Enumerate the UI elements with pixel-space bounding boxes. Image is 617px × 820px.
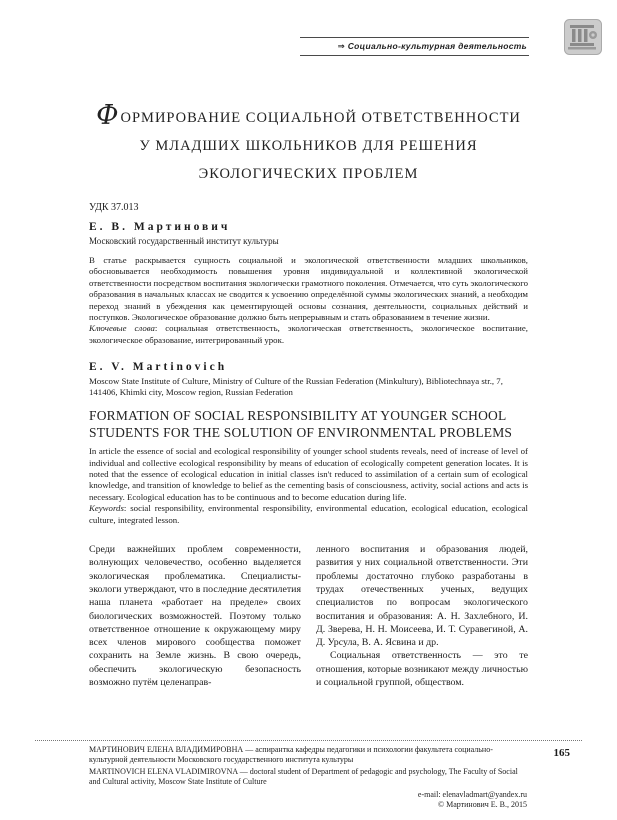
page-footer [35, 740, 582, 810]
classical-column-icon [564, 19, 602, 55]
copyright-line: © Мартинович Е. В., 2015 [438, 800, 527, 809]
author-footnote-en: MARTINOVICH ELENA VLADIMIROVNA — doctoral student of Department of pedagogic and psychology, The Faculty of Social and Cultural activity, Moscow State Institute of Culture [89, 767, 518, 787]
article-title-ru [89, 100, 528, 188]
keywords-label-ru: Ключевые слова [89, 323, 155, 334]
author-name-ru: Е. В. Мартинович [89, 221, 231, 233]
body-paragraph: Среди важнейших проблем современности, волнующих человечество, особенно выделяется экологическая проблематика. Специалисты-экологи утверждают, что в последние десятилетия наша планета «работает на пределе» своих биологических возможностей. Поэтому только ответственное отношение к окружающему миру всех членов мирового сообщества поможет сохранить на Земле жизнь. В свою очередь, обеспечить экологическую безопасность возможно путём целенаправ- [89, 544, 301, 689]
title-line-1: ФОРМИРОВАНИЕ СОЦИАЛЬНОЙ ОТВЕТСТВЕННОСТИ [96, 100, 521, 131]
publisher-logo-icon [564, 19, 602, 55]
author-block-en [89, 361, 528, 398]
article-body [89, 543, 528, 689]
author-affiliation-en: Moscow State Institute of Culture, Ministry of Culture of the Russian Federation (Minkultury), Bibliotechnaya str., 7, 141406, Khimki city, Moscow region, Russian Federation [89, 376, 503, 398]
contact-block [35, 790, 527, 810]
title-line-2: У МЛАДШИХ ШКОЛЬНИКОВ ДЛЯ РЕШЕНИЯ [139, 138, 478, 154]
author-affiliation-ru: Московский государственный институт культуры [89, 236, 279, 246]
abstract-ru-text: В статье раскрывается сущность социальной и экологической ответственности младших школьников, обосновывается необходимость повышения уровня индивидуальной и коллективной экологической ответственности посредством воспитания экологически грамотного поколения. Отмечается, что суть экологического образования в начальных классах не сводится к усвоению определённой суммы экологических знаний, а необходим переход знаний в убеждения как цементирующей основы сознания, деятельности, социальных действий и поступков. Экологическое образование должно быть непрерывным и стать образованием в течение жизни. [89, 255, 528, 323]
author-email: e-mail: elenavladmart@yandex.ru [417, 790, 527, 799]
keywords-ru: : социальная ответственность, экологическая ответственность, экологическое воспитание, экологическое образование, интегрированный урок. [89, 323, 528, 345]
abstract-ru [89, 255, 528, 346]
body-paragraph: Социальная ответственность — это те отношения, которые возникают между личностью и социальной группой, обществом. [316, 650, 528, 689]
content-column [89, 100, 528, 689]
section-header-band [300, 37, 529, 56]
author-name-en: E. V. Martinovich [89, 361, 228, 374]
article-title-en: FORMATION OF SOCIAL RESPONSIBILITY AT YOUNGER SCHOOL STUDENTS FOR THE SOLUTION OF ENVIRONMENTAL PROBLEMS [89, 408, 513, 440]
author-footnotes [89, 745, 527, 787]
section-label: ⇒ Социально-культурная деятельность [337, 41, 527, 51]
abstract-en [89, 446, 528, 526]
page-number: 165 [553, 746, 570, 759]
udk-code: УДК 37.013 [89, 202, 139, 213]
keywords-label-en: Keywords [89, 503, 124, 514]
title-line-3: ЭКОЛОГИЧЕСКИХ ПРОБЛЕМ [198, 166, 419, 182]
author-footnote-ru: МАРТИНОВИЧ ЕЛЕНА ВЛАДИМИРОВНА — аспирантка кафедры педагогики и психологии факультета социально-культурной деятельности Московского государственного института культуры [89, 744, 493, 764]
body-left-column [89, 543, 301, 689]
abstract-en-text: In article the essence of social and ecological responsibility of younger school students reveals, need of increase of level of individual and collective ecological responsibility by means of education of ecologically competent generation locates. It is noted that the essence of ecological education in initial classes isn't reduced to assimilation of a certain sum of ecological knowledge, and transition of knowledge to belief as the cementing basis of consciousness, activity, social actions and acts is necessary. Ecological education has to be continuous and to become education during life. [89, 446, 528, 502]
body-right-column [316, 543, 528, 689]
body-paragraph: ленного воспитания и образования людей, развития у них социальной ответственности. Эти проблемы достаточно глубоко разработаны в трудах отечественных ученых, ведущих специалистов по вопросам экологического воспитания и образования: А. Н. Захлебного, И. Д. Зверева, Н. Н. Моисеева, И. Т. Суравегиной, А. Д. Урсула, В. А. Ясвина и др. [316, 544, 528, 649]
keywords-en: : social responsibility, environmental responsibility, environmental education, ecological education, ecological culture, integrated lesson. [89, 503, 528, 525]
decorative-initial: Ф [96, 100, 120, 131]
